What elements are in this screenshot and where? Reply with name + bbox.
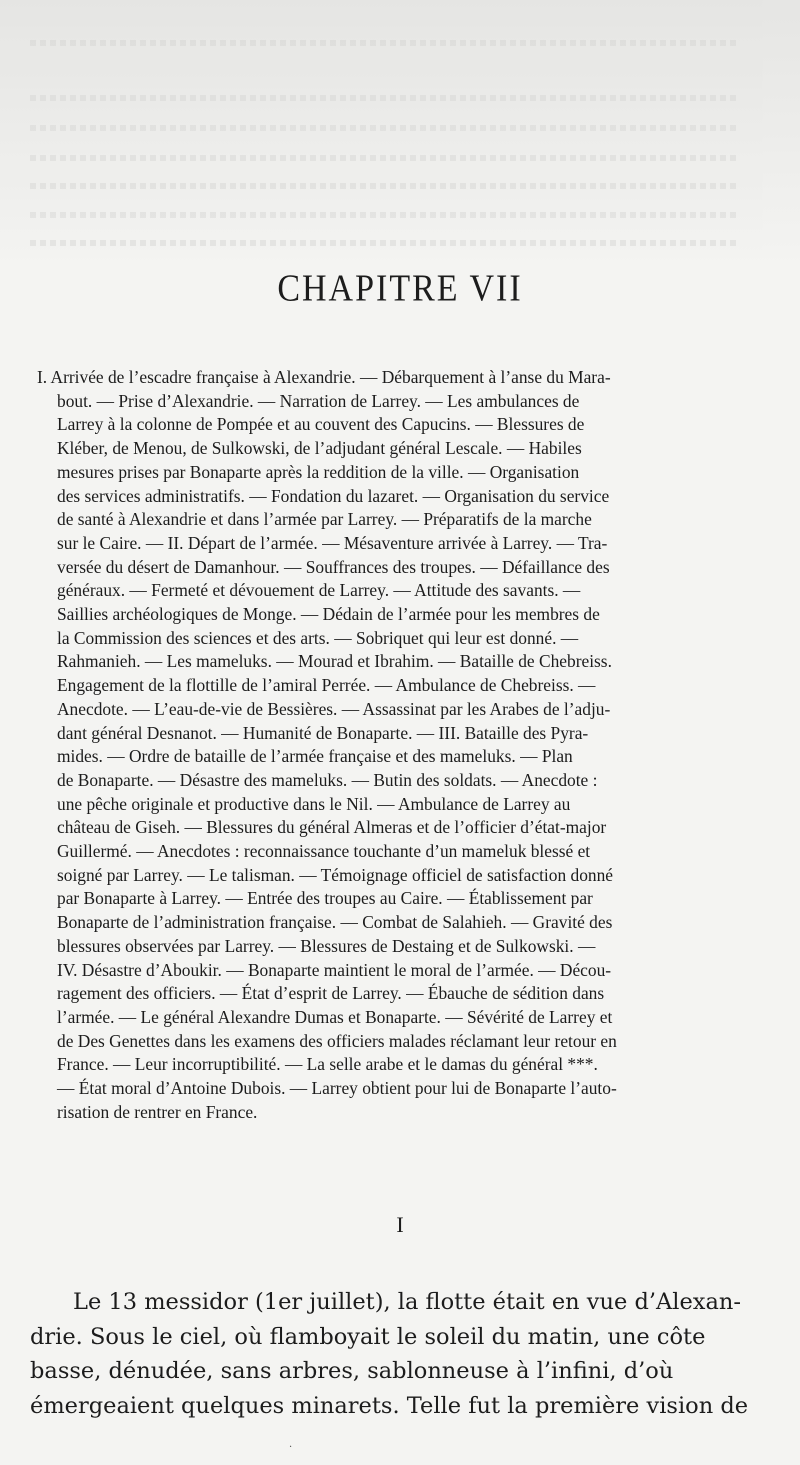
summary-line: Kléber, de Menou, de Sulkowski, de l’adjudant général Lescale. — Habiles: [57, 438, 582, 459]
summary-line: de Des Genettes dans les examens des officiers malades réclamant leur retour en: [57, 1030, 617, 1051]
summary-line: mesures prises par Bonaparte après la reddition de la ville. — Organisation: [57, 461, 580, 482]
summary-line: dant général Desnanot. — Humanité de Bonaparte. — III. Bataille des Pyra-: [57, 722, 589, 743]
summary-line: de santé à Alexandrie et dans l’armée par Larrey. — Préparatifs de la marche: [57, 509, 592, 530]
summary-line: risation de rentrer en France.: [57, 1101, 258, 1122]
bleed-line: [30, 155, 740, 161]
summary-line: versée du désert de Damanhour. — Souffrances des troupes. — Défaillance des: [57, 556, 610, 577]
summary-line: Saillies archéologiques de Monge. — Dédain de l’armée pour les membres de: [57, 604, 600, 625]
bleed-line: [30, 95, 740, 101]
body-line: Le 13 messidor (1er juillet), la flotte était en vue d’Alexan-: [73, 1289, 741, 1315]
summary-line: IV. Désastre d’Aboukir. — Bonaparte maintient le moral de l’armée. — Décou-: [57, 959, 612, 980]
body-paragraph: [30, 1285, 770, 1423]
summary-line: — État moral d’Antoine Dubois. — Larrey obtient pour lui de Bonaparte l’auto-: [57, 1078, 617, 1099]
summary-line: bout. — Prise d’Alexandrie. — Narration de Larrey. — Les ambulances de: [57, 390, 580, 411]
bleed-line: [30, 240, 740, 246]
summary-line: généraux. — Fermeté et dévouement de Larrey. — Attitude des savants. —: [57, 580, 581, 601]
summary-line: une pêche originale et productive dans le Nil. — Ambulance de Larrey au: [57, 793, 571, 814]
chapter-summary: [37, 366, 762, 1125]
show-through-previous-page: [0, 0, 800, 270]
summary-line: château de Giseh. — Blessures du général Almeras et de l’officier d’état-major: [57, 817, 607, 838]
summary-line: Engagement de la flottille de l’amiral Perrée. — Ambulance de Chebreiss. —: [57, 675, 596, 696]
summary-line: blessures observées par Larrey. — Blessures de Destaing et de Sulkowski. —: [57, 935, 596, 956]
section-number: I: [396, 1212, 404, 1237]
summary-line: Rahmanieh. — Les mameluks. — Mourad et Ibrahim. — Bataille de Chebreiss.: [57, 651, 612, 672]
summary-line: soigné par Larrey. — Le talisman. — Témoignage officiel de satisfaction donné: [57, 864, 613, 885]
summary-line: Guillermé. — Anecdotes : reconnaissance touchante d’un mameluk blessé et: [57, 841, 591, 862]
summary-line: Larrey à la colonne de Pompée et au couvent des Capucins. — Blessures de: [57, 414, 585, 435]
page-speck: ·: [289, 1442, 293, 1453]
summary-line: mides. — Ordre de bataille de l’armée française et des mameluks. — Plan: [57, 746, 573, 767]
body-line: drie. Sous le ciel, où flamboyait le soleil du matin, une côte: [30, 1323, 706, 1350]
summary-line: Bonaparte de l’administration française. — Combat de Salahieh. — Gravité des: [57, 912, 613, 933]
summary-line: ragement des officiers. — État d’esprit de Larrey. — Ébauche de sédition dans: [57, 983, 605, 1004]
summary-line: l’armée. — Le général Alexandre Dumas et Bonaparte. — Sévérité de Larrey et: [57, 1006, 613, 1027]
summary-line: la Commission des sciences et des arts. — Sobriquet qui leur est donné. —: [57, 627, 579, 648]
summary-line: France. — Leur incorruptibilité. — La selle arabe et le damas du général ***.: [57, 1054, 598, 1075]
summary-line: des services administratifs. — Fondation du lazaret. — Organisation du service: [57, 485, 610, 506]
body-line: émergeaient quelques minarets. Telle fut la première vision de: [30, 1392, 749, 1419]
body-line: basse, dénudée, sans arbres, sablonneuse à l’infini, d’où: [30, 1358, 674, 1384]
chapter-title: CHAPITRE VII: [277, 268, 523, 310]
summary-line: Anecdote. — L’eau-de-vie de Bessières. — Assassinat par les Arabes de l’adju-: [57, 698, 611, 719]
bleed-line: [30, 183, 740, 189]
summary-line: de Bonaparte. — Désastre des mameluks. — Butin des soldats. — Anecdote :: [57, 769, 598, 790]
summary-line: par Bonaparte à Larrey. — Entrée des troupes au Caire. — Établissement par: [57, 888, 593, 909]
bleed-line: [30, 212, 740, 218]
bleed-line: [30, 40, 740, 46]
summary-line: sur le Caire. — II. Départ de l’armée. — Mésaventure arrivée à Larrey. — Tra-: [57, 532, 608, 553]
bleed-line: [30, 125, 740, 131]
summary-line: I. Arrivée de l’escadre française à Alexandrie. — Débarquement à l’anse du Mara-: [37, 367, 611, 387]
